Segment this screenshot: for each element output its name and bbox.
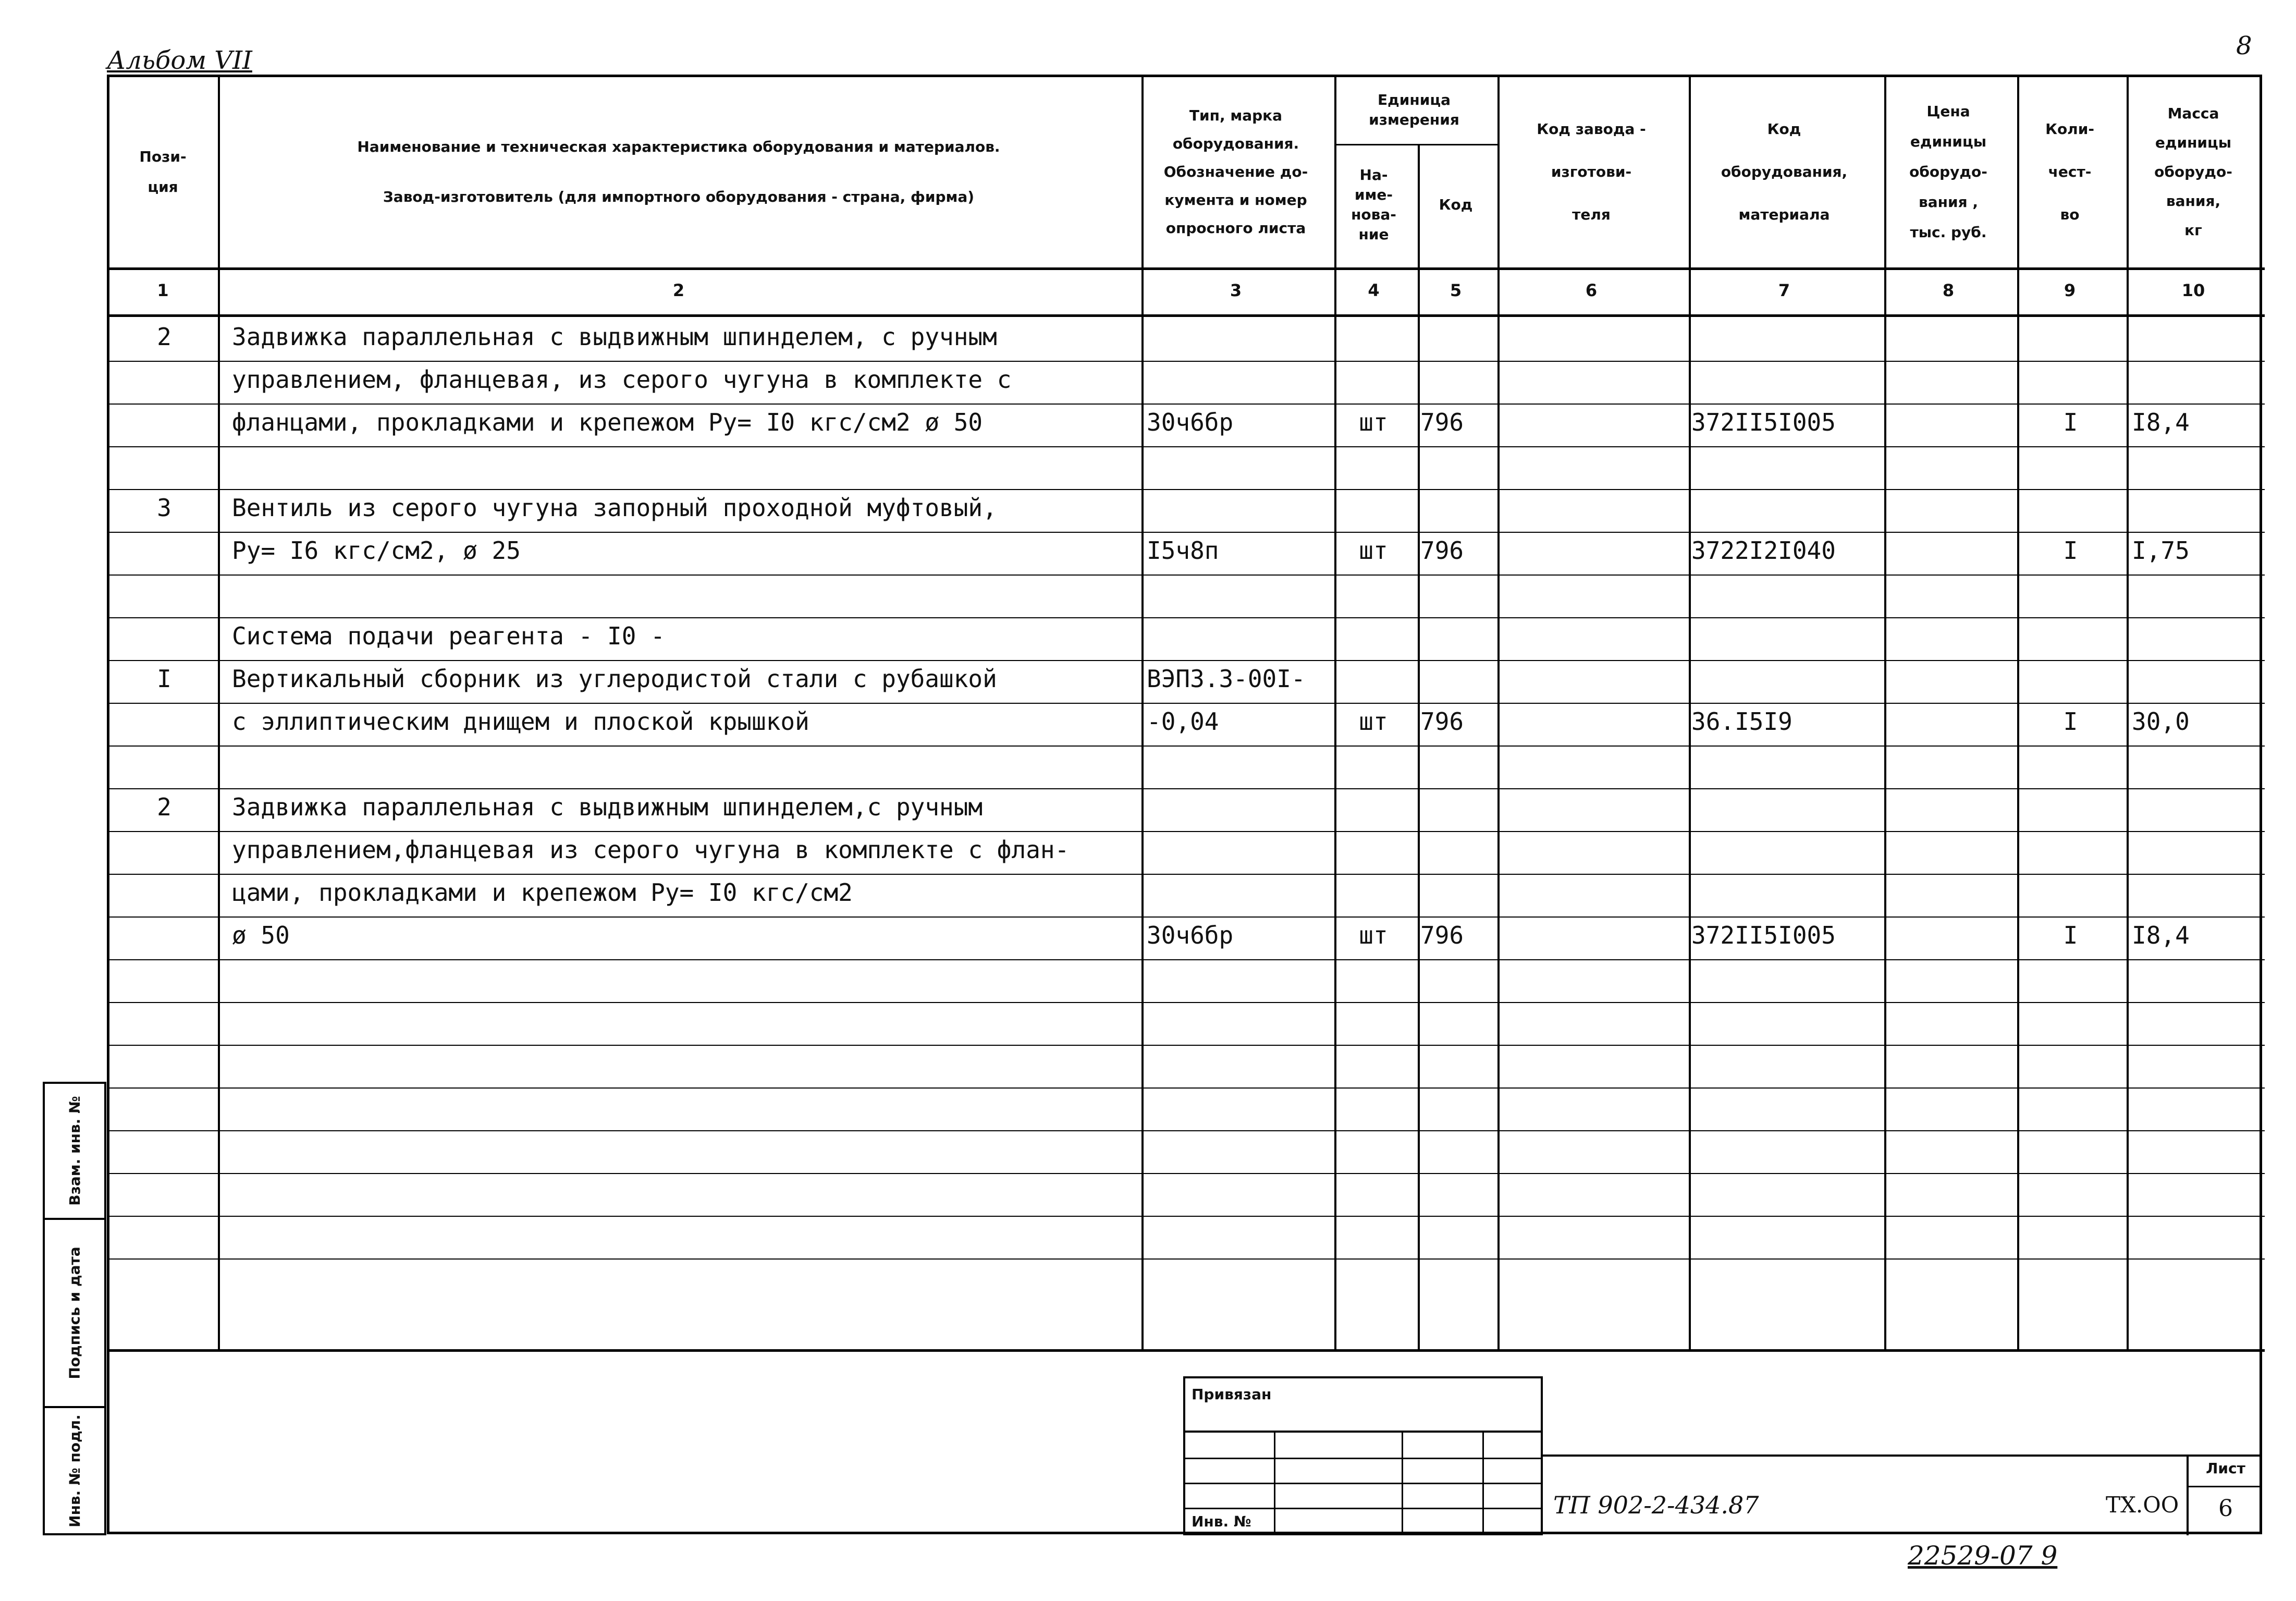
cell-price [1884, 315, 2012, 358]
cell-position: 2 [157, 793, 171, 821]
col-number-9: 9 [2064, 280, 2076, 300]
cell-equipment-code: 372II5I005 [1691, 408, 1836, 436]
col-line-4 [1418, 145, 1420, 1349]
row-rule-line [109, 1216, 2265, 1217]
cell-mass: I,75 [2132, 536, 2190, 565]
cell-unit-code: 796 [1420, 536, 1464, 565]
cell-factory-code [1501, 615, 1684, 657]
cell-position [112, 529, 216, 572]
sheet-label: Лист [2206, 1460, 2245, 1477]
cell-factory-code [1501, 657, 1684, 700]
cell-unit [1334, 657, 1413, 700]
cell-quantity [2017, 615, 2124, 657]
cell-equipment-code [1691, 657, 1879, 700]
cell-equipment-code: 3722I2I040 [1691, 536, 1836, 565]
cell-type: I5ч8п [1147, 536, 1219, 565]
cell-type [1147, 615, 1329, 657]
cell-unit: шт [1359, 408, 1388, 436]
side-label-signature-date: Подпись и дата [43, 1218, 106, 1408]
cell-unit [1334, 486, 1413, 529]
cell-factory-code [1501, 700, 1684, 743]
side-label-original-inv: Инв. № подл. [43, 1406, 106, 1535]
bottom-archive-code: 22529-07 9 [1908, 1541, 2058, 1571]
cell-quantity [2017, 315, 2124, 358]
header-name: Наименование и техническая характеристика оборудования и материалов. Завод-изготовитель (для импортного оборудования - страна, фирма) [357, 138, 1000, 205]
cell-type [1147, 486, 1329, 529]
cell-mass [2132, 572, 2260, 615]
cell-mass: I8,4 [2132, 408, 2190, 436]
cell-type: 30ч6бр [1147, 408, 1234, 436]
cell-quantity: I [2063, 921, 2078, 949]
cell-unit-code [1420, 786, 1493, 828]
cell-equipment-code [1691, 358, 1879, 401]
cell-mass: 30,0 [2132, 707, 2190, 736]
cell-name: Вертикальный сборник из углеродистой стали с рубашкой [232, 665, 997, 693]
cell-mass [2132, 871, 2260, 914]
cell-factory-code [1501, 358, 1684, 401]
col-number-10: 10 [2181, 280, 2205, 300]
cell-factory-code [1501, 315, 1684, 358]
cell-type [1147, 871, 1329, 914]
cell-position [112, 444, 216, 486]
cell-position [112, 871, 216, 914]
cell-unit [1334, 871, 1413, 914]
stamp-bound-label: Привязан [1192, 1386, 1272, 1403]
binding-stamp [1183, 1376, 1543, 1535]
cell-position [112, 700, 216, 743]
cell-mass [2132, 615, 2260, 657]
cell-quantity: I [2063, 536, 2078, 565]
cell-name: Вентиль из серого чугуна запорный проходной муфтовый, [232, 494, 997, 522]
cell-equipment-code [1691, 828, 1879, 871]
cell-unit-code [1420, 358, 1493, 401]
cell-unit-code: 796 [1420, 707, 1464, 736]
cell-mass [2132, 657, 2260, 700]
cell-type [1147, 358, 1329, 401]
col-number-8: 8 [1942, 280, 1955, 300]
doc-code: ТП 902-2-434.87 [1553, 1491, 1759, 1519]
cell-name: Ру= I6 кгс/см2, ø 25 [232, 536, 521, 565]
header-price: Цена единицы оборудо- вания , тыс. руб. [1909, 103, 1987, 241]
cell-mass [2132, 315, 2260, 358]
row-rule-line [109, 1173, 2265, 1174]
cell-price [1884, 914, 2012, 957]
cell-unit [1334, 615, 1413, 657]
cell-mass [2132, 358, 2260, 401]
cell-mass [2132, 486, 2260, 529]
cell-price [1884, 743, 2012, 786]
cell-type [1147, 786, 1329, 828]
cell-price [1884, 529, 2012, 572]
cell-unit: шт [1359, 707, 1388, 736]
cell-equipment-code: 36.I5I9 [1691, 707, 1792, 736]
cell-name: с эллиптическим днищем и плоской крышкой [232, 707, 809, 736]
cell-name: ø 50 [232, 921, 290, 949]
cell-type [1147, 572, 1329, 615]
cell-quantity: I [2063, 408, 2078, 436]
cell-factory-code [1501, 529, 1684, 572]
row-rule-line [109, 1002, 2265, 1003]
cell-unit-code [1420, 743, 1493, 786]
cell-name: цами, прокладками и крепежом Ру= I0 кгс/см2 [232, 878, 853, 907]
cell-equipment-code [1691, 572, 1879, 615]
col-number-7: 7 [1778, 280, 1790, 300]
cell-unit [1334, 572, 1413, 615]
cell-price [1884, 486, 2012, 529]
sheet-cell-border [2187, 1455, 2189, 1535]
cell-name: фланцами, прокладками и крепежом Ру= I0 кгс/см2 ø 50 [232, 408, 983, 436]
row-rule-line [109, 1130, 2265, 1131]
cell-unit: шт [1359, 921, 1388, 949]
cell-position [112, 615, 216, 657]
col-number-3: 3 [1230, 280, 1242, 300]
header-equipment-code: Код оборудования, материала [1721, 120, 1848, 223]
cell-unit [1334, 743, 1413, 786]
cell-position [112, 828, 216, 871]
header-quantity: Коли- чест- во [2045, 120, 2094, 223]
cell-factory-code [1501, 786, 1684, 828]
cell-factory-code [1501, 572, 1684, 615]
cell-unit [1334, 444, 1413, 486]
header-unit-code: Код [1439, 195, 1473, 213]
cell-unit [1334, 828, 1413, 871]
cell-equipment-code [1691, 871, 1879, 914]
cell-quantity: I [2063, 707, 2078, 736]
cell-equipment-code: 372II5I005 [1691, 921, 1836, 949]
cell-quantity [2017, 444, 2124, 486]
cell-position [112, 914, 216, 957]
row-rule-line [109, 959, 2265, 960]
cell-unit: шт [1359, 536, 1388, 565]
album-label: Альбом VII [107, 46, 252, 75]
cell-name [232, 444, 1139, 486]
cell-position [112, 358, 216, 401]
side-label-replace-inv: Взам. инв. № [43, 1082, 106, 1220]
col-number-4: 4 [1368, 280, 1380, 300]
cell-mass [2132, 743, 2260, 786]
header-factory-code: Код завода - изготови- теля [1537, 120, 1646, 223]
cell-quantity [2017, 358, 2124, 401]
cell-factory-code [1501, 401, 1684, 444]
cell-type [1147, 315, 1329, 358]
page-number: 8 [2236, 31, 2252, 60]
cell-unit-code [1420, 486, 1493, 529]
cell-unit-code [1420, 657, 1493, 700]
cell-mass [2132, 828, 2260, 871]
cell-quantity [2017, 786, 2124, 828]
header-position: Пози- ция [139, 148, 187, 195]
cell-unit-code: 796 [1420, 408, 1464, 436]
cell-quantity [2017, 486, 2124, 529]
header-type: Тип, марка оборудования. Обозначение до- кумента и номер опросного листа [1163, 107, 1308, 237]
cell-equipment-code [1691, 615, 1879, 657]
cell-price [1884, 786, 2012, 828]
cell-type: 30ч6бр [1147, 921, 1234, 949]
cell-unit [1334, 358, 1413, 401]
header-mass: Масса единицы оборудо- вания, кг [2154, 105, 2232, 239]
row-rule-line [109, 1045, 2265, 1046]
cell-unit [1334, 315, 1413, 358]
cell-unit-code [1420, 615, 1493, 657]
cell-name: Задвижка параллельная с выдвижным шпинделем, с ручным [232, 323, 997, 351]
cell-name: Система подачи реагента - I0 - [232, 622, 665, 650]
title-block-top-line [1543, 1455, 2262, 1457]
cell-price [1884, 700, 2012, 743]
cell-type [1147, 444, 1329, 486]
cell-position [112, 743, 216, 786]
cell-price [1884, 572, 2012, 615]
cell-name: Задвижка параллельная с выдвижным шпинделем,с ручным [232, 793, 983, 821]
col-number-6: 6 [1585, 280, 1598, 300]
cell-unit-code [1420, 444, 1493, 486]
cell-name [232, 743, 1139, 786]
section-code: ТХ.ОО [2106, 1492, 2179, 1518]
cell-position: 3 [157, 494, 171, 522]
cell-price [1884, 444, 2012, 486]
cell-type: -0,04 [1147, 707, 1219, 736]
cell-position [112, 572, 216, 615]
cell-price [1884, 828, 2012, 871]
cell-name: управлением, фланцевая, из серого чугуна в комплекте с [232, 365, 1012, 394]
cell-factory-code [1501, 486, 1684, 529]
cell-quantity [2017, 657, 2124, 700]
col-number-1: 1 [157, 280, 169, 300]
cell-position: 2 [157, 323, 171, 351]
row-rule-line [109, 1258, 2265, 1260]
cell-unit-code [1420, 828, 1493, 871]
cell-factory-code [1501, 871, 1684, 914]
cell-position: I [157, 665, 171, 693]
stamp-inv-label: Инв. № [1192, 1513, 1251, 1530]
cell-factory-code [1501, 743, 1684, 786]
header-unit-group: Единица измерения [1369, 91, 1459, 128]
cell-unit-code [1420, 572, 1493, 615]
table-bottom-line [109, 1349, 2265, 1352]
cell-type: ВЭПЗ.3-00I- [1147, 665, 1306, 693]
cell-factory-code [1501, 914, 1684, 957]
cell-unit [1334, 786, 1413, 828]
cell-price [1884, 615, 2012, 657]
sheet-number: 6 [2218, 1495, 2233, 1522]
col-number-5: 5 [1450, 280, 1462, 300]
cell-price [1884, 871, 2012, 914]
row-rule-line [109, 1087, 2265, 1089]
cell-mass [2132, 786, 2260, 828]
cell-equipment-code [1691, 444, 1879, 486]
cell-unit-code: 796 [1420, 921, 1464, 949]
cell-quantity [2017, 828, 2124, 871]
cell-name [232, 572, 1139, 615]
cell-factory-code [1501, 444, 1684, 486]
header-unit-name: На- име- нова- ние [1351, 166, 1396, 243]
cell-quantity [2017, 743, 2124, 786]
col-number-2: 2 [672, 280, 685, 300]
cell-price [1884, 657, 2012, 700]
cell-unit-code [1420, 871, 1493, 914]
cell-price [1884, 358, 2012, 401]
cell-mass [2132, 444, 2260, 486]
cell-quantity [2017, 572, 2124, 615]
cell-equipment-code [1691, 486, 1879, 529]
cell-unit-code [1420, 315, 1493, 358]
cell-factory-code [1501, 828, 1684, 871]
cell-name: управлением,фланцевая из серого чугуна в комплекте с флан- [232, 836, 1070, 864]
cell-equipment-code [1691, 743, 1879, 786]
cell-equipment-code [1691, 315, 1879, 358]
cell-position [112, 401, 216, 444]
cell-equipment-code [1691, 786, 1879, 828]
cell-type [1147, 743, 1329, 786]
cell-type [1147, 828, 1329, 871]
cell-price [1884, 401, 2012, 444]
sheet-cell-divider [2187, 1486, 2262, 1487]
cell-quantity [2017, 871, 2124, 914]
cell-mass: I8,4 [2132, 921, 2190, 949]
